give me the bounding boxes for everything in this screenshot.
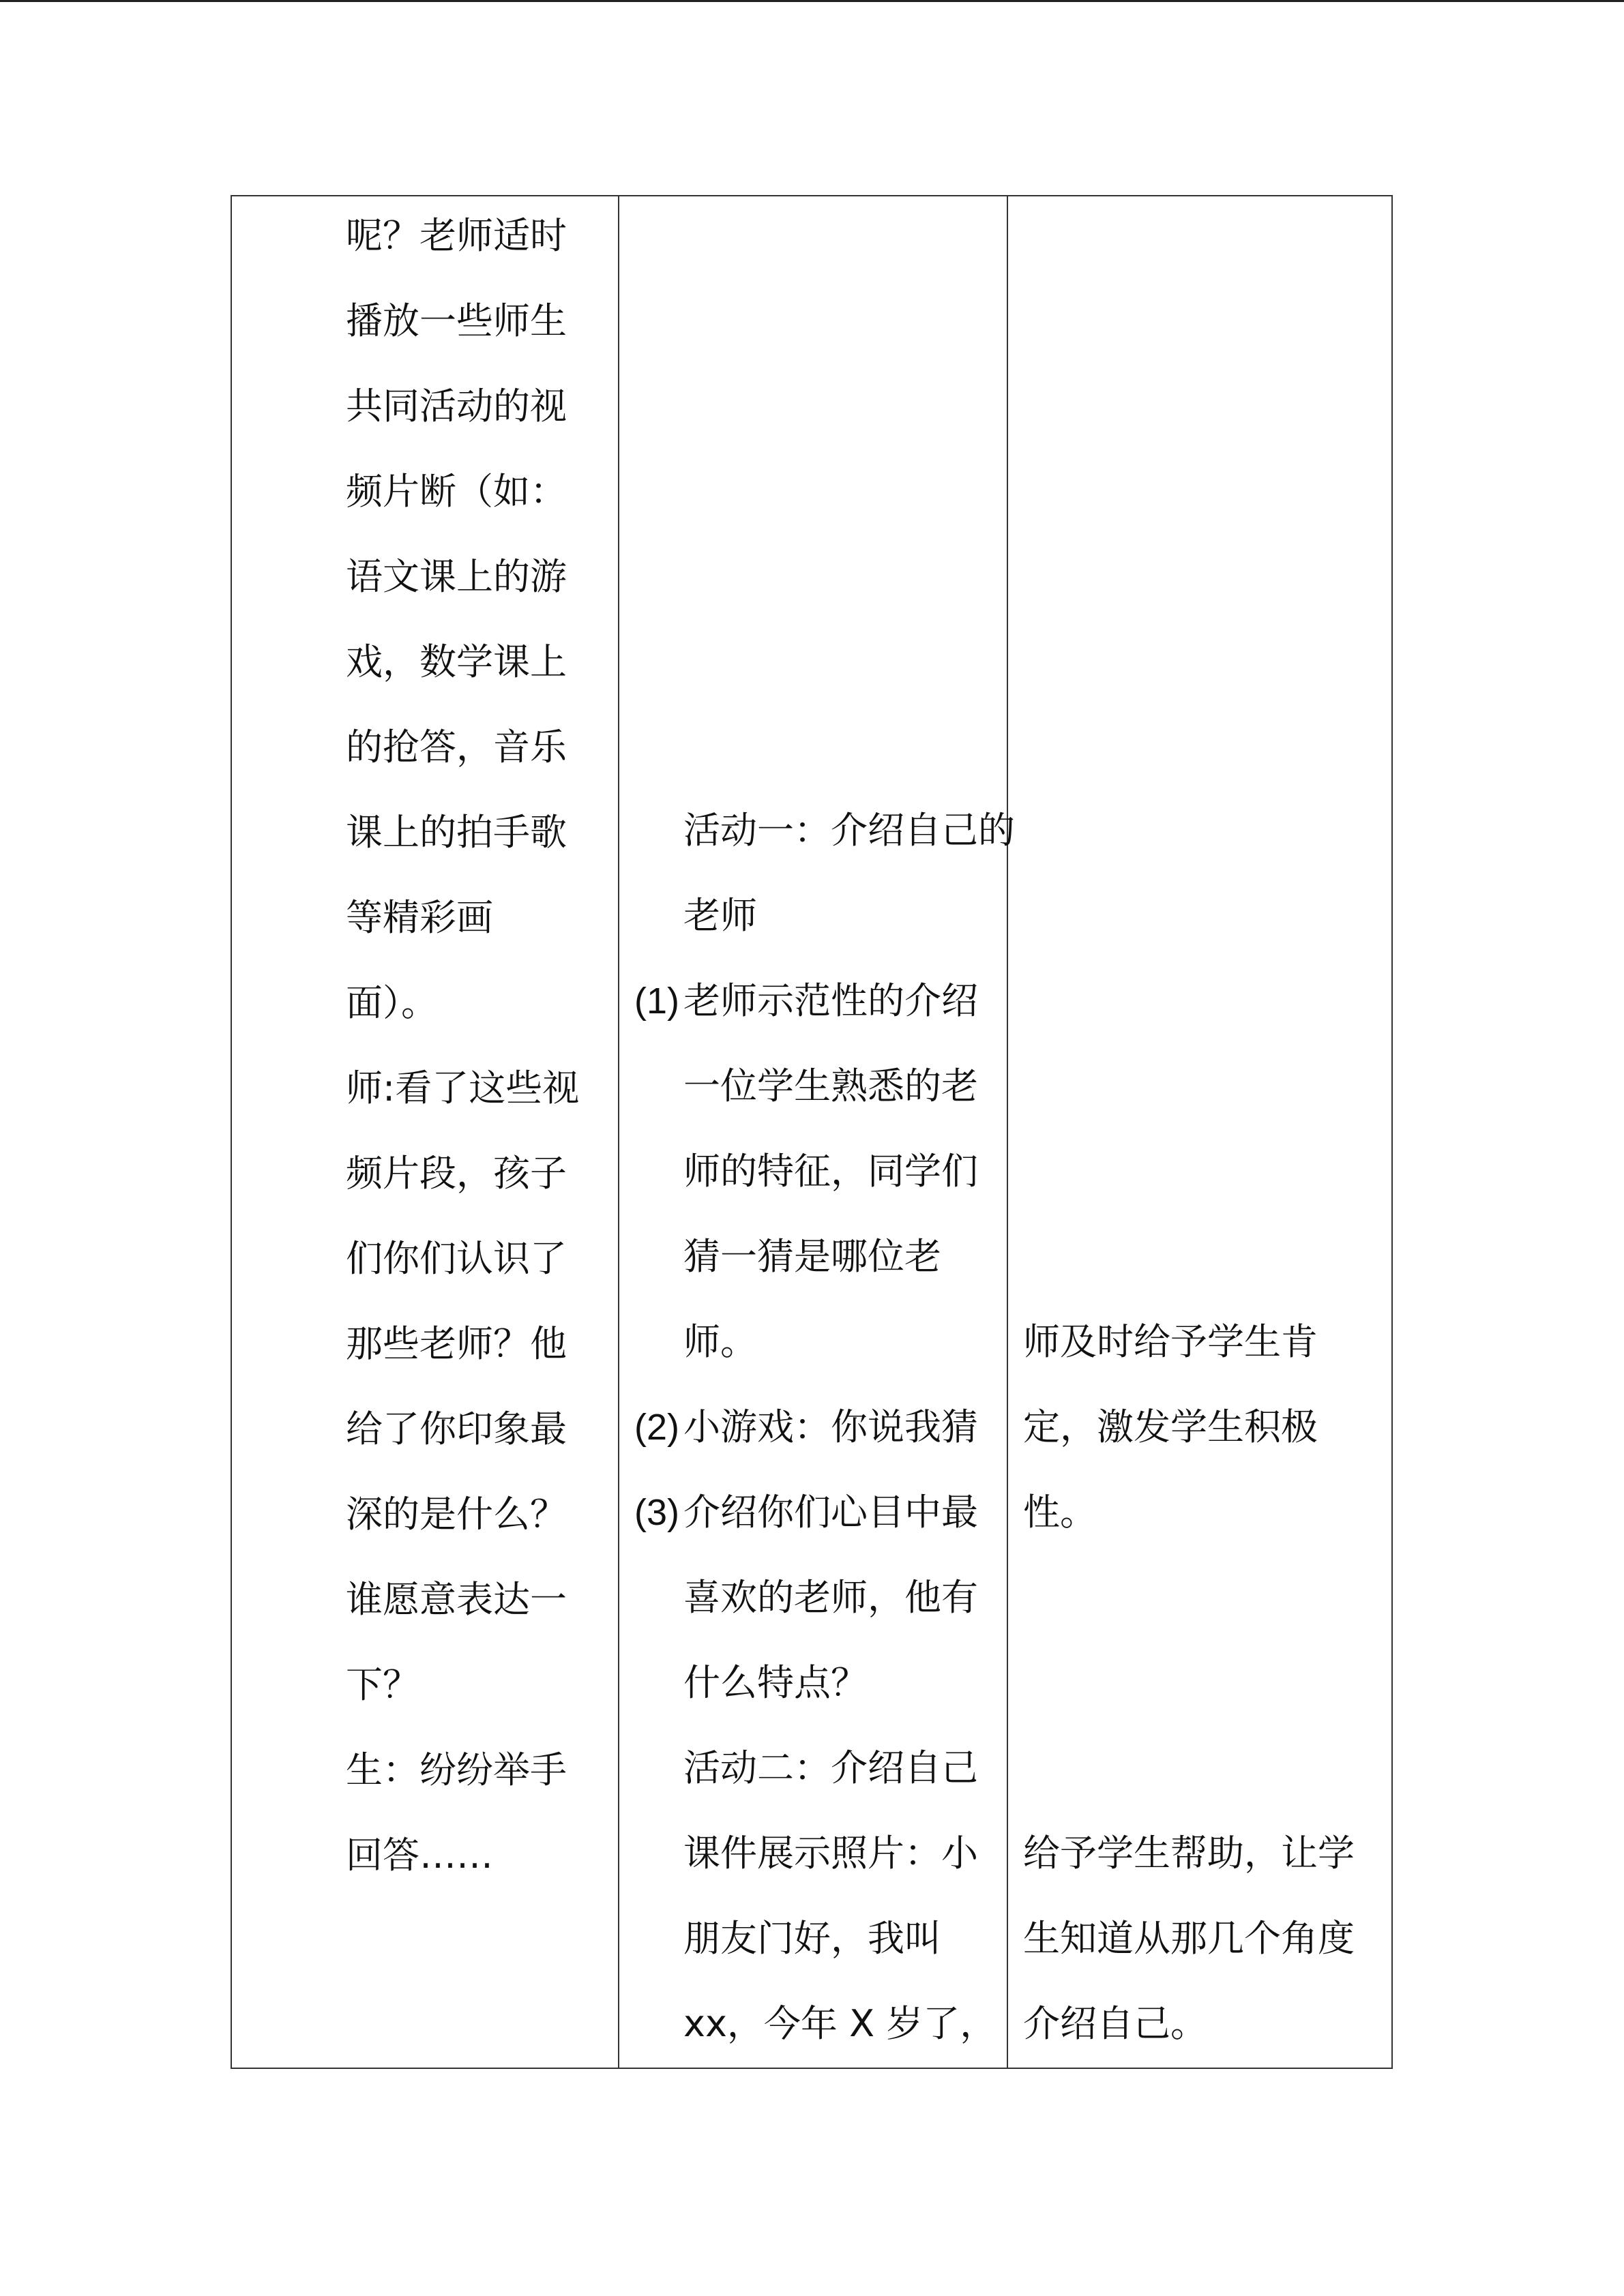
line-text: 师。 bbox=[683, 1320, 757, 1363]
narrative-line: 的抢答，音乐 bbox=[346, 726, 567, 769]
line-text: 老师示范性的介绍 bbox=[683, 979, 978, 1022]
narrative-line: 课上的拍手歌 bbox=[346, 811, 567, 854]
activity-line bbox=[634, 1407, 978, 1448]
narrative-line: 谁愿意表达一 bbox=[346, 1578, 567, 1621]
activity-line bbox=[634, 895, 757, 936]
narrative-line: 师:看了这些视 bbox=[346, 1067, 580, 1109]
line-text: 朋友门好，我叫 bbox=[683, 1917, 941, 1960]
activity-line bbox=[634, 1833, 978, 1874]
narrative-line: 给了你印象最 bbox=[346, 1407, 567, 1450]
line-text: 老师 bbox=[683, 894, 757, 937]
activity-line bbox=[634, 1236, 941, 1277]
activity-line bbox=[634, 1577, 978, 1618]
narrative-line: 回答…… bbox=[346, 1834, 493, 1877]
line-text: 介绍你们心目中最 bbox=[683, 1491, 978, 1534]
narrative-line: 生：纷纷举手 bbox=[346, 1748, 567, 1791]
intent-line: 生知道从那几个角度 bbox=[1023, 1917, 1355, 1960]
activity-line bbox=[634, 1066, 978, 1107]
narrative-line: 播放一些师生 bbox=[346, 299, 567, 342]
narrative-line: 呢？老师适时 bbox=[346, 214, 567, 257]
line-text: 一位学生熟悉的老 bbox=[683, 1064, 978, 1107]
list-number: (1) bbox=[634, 981, 679, 1022]
activity-line bbox=[634, 2003, 996, 2044]
activity-line bbox=[634, 1918, 941, 1959]
line-text: 猜一猜是哪位老 bbox=[683, 1235, 941, 1278]
column-divider-1 bbox=[618, 196, 619, 2068]
narrative-line: 等精彩画 bbox=[346, 896, 493, 939]
column-activities bbox=[634, 196, 1015, 2068]
narrative-line: 面）。 bbox=[346, 981, 438, 1024]
lesson-plan-table bbox=[231, 195, 1393, 2069]
activity-line bbox=[634, 1492, 978, 1533]
activity-line bbox=[634, 810, 1015, 851]
intent-line: 性。 bbox=[1023, 1491, 1097, 1534]
line-text: 活动二：介绍自己 bbox=[683, 1746, 978, 1789]
intent-line: 给予学生帮助，让学 bbox=[1023, 1832, 1355, 1875]
activity-line bbox=[634, 1663, 868, 1703]
list-number: (2) bbox=[634, 1407, 679, 1448]
intent-line: 定，激发学生积极 bbox=[1023, 1405, 1318, 1448]
intent-line: 介绍自己。 bbox=[1023, 2002, 1207, 2045]
line-text: 师的特征，同学们 bbox=[683, 1150, 978, 1193]
line-text: 课件展示照片：小 bbox=[683, 1832, 978, 1875]
column-teacher-narrative bbox=[346, 196, 615, 2068]
activity-line bbox=[634, 1322, 757, 1362]
page-top-rule bbox=[0, 0, 1624, 2]
intent-line: 师及时给予学生肯 bbox=[1023, 1320, 1318, 1363]
activity-line bbox=[634, 1748, 978, 1789]
narrative-line: 语文课上的游 bbox=[346, 555, 567, 598]
line-text: 什么特点？ bbox=[683, 1661, 868, 1704]
list-number: (3) bbox=[634, 1492, 679, 1533]
activity-line bbox=[634, 981, 978, 1022]
narrative-line: 频片段，孩子 bbox=[346, 1152, 567, 1195]
narrative-line: 共同活动的视 bbox=[346, 385, 567, 428]
line-text: 活动一：介绍自己的 bbox=[683, 809, 1015, 852]
line-text: 小游戏：你说我猜 bbox=[683, 1405, 978, 1448]
narrative-line: 下？ bbox=[346, 1663, 419, 1706]
narrative-line: 戏，数学课上 bbox=[346, 640, 567, 683]
column-divider-2 bbox=[1007, 196, 1008, 2068]
narrative-line: 们你们认识了 bbox=[346, 1237, 567, 1280]
narrative-line: 那些老师？他 bbox=[346, 1322, 567, 1365]
line-text: xx，今年 X 岁了， bbox=[683, 2002, 997, 2045]
line-text: 喜欢的老师，他有 bbox=[683, 1576, 978, 1619]
column-design-intent bbox=[1023, 196, 1378, 2068]
activity-line bbox=[634, 1151, 978, 1192]
narrative-line: 深的是什么？ bbox=[346, 1493, 567, 1536]
narrative-line: 频片断（如： bbox=[346, 470, 567, 513]
